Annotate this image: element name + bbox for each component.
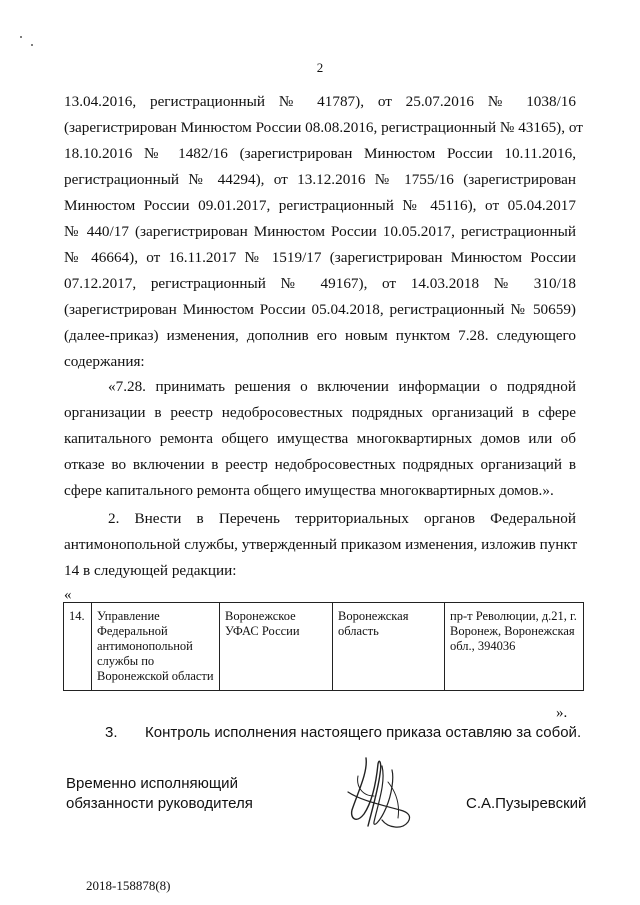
- document-number: 2018-158878(8): [86, 878, 171, 893]
- opening-quote: «: [64, 587, 72, 603]
- closing-quote: ».: [556, 705, 568, 721]
- text-line: № 46664), от 16.11.2017 № 1519/17 (зарегистрирован Минюстом России: [64, 249, 576, 266]
- table-cell-address: пр-т Революции, д.21, г. Воронеж, Воронежская обл., 394036: [445, 603, 584, 691]
- signature-position: [66, 774, 253, 814]
- text-line: сфере капитального ремонта общего имущества многоквартирных домов.».: [64, 482, 554, 499]
- territorial-office-table: [63, 602, 584, 691]
- item-3-text: Контроль исполнения настоящего приказа оставляю за собой.: [145, 724, 582, 741]
- table-cell-name: Управление Федеральной антимонопольной службы по Воронежской области: [92, 603, 220, 691]
- text-line: капитального ремонта общего имущества многоквартирных домов или об: [64, 430, 576, 447]
- item-3-number: 3.: [105, 724, 118, 741]
- text-line: регистрационный № 44294), от 13.12.2016 № 1755/16 (зарегистрирован: [64, 171, 576, 188]
- text-line: 13.04.2016, регистрационный № 41787), от 25.07.2016 № 1038/16: [64, 93, 576, 110]
- text-line: № 440/17 (зарегистрирован Минюстом России 10.05.2017, регистрационный: [64, 223, 576, 240]
- text-line: организации в реестр недобросовестных подрядных организаций в сфере: [64, 404, 576, 421]
- table-cell-number: 14.: [64, 603, 92, 691]
- scan-mark-icon: [18, 34, 42, 50]
- text-line: содержания:: [64, 353, 145, 370]
- position-line: Временно исполняющий: [66, 775, 238, 792]
- text-line: 2. Внести в Перечень территориальных органов Федеральной: [108, 510, 576, 527]
- text-line: Минюстом России 09.01.2017, регистрационный № 45116), от 05.04.2017: [64, 197, 576, 214]
- page-number: 2: [316, 60, 324, 75]
- text-line: 18.10.2016 № 1482/16 (зарегистрирован Минюстом России 10.11.2016,: [64, 145, 576, 162]
- text-line: антимонопольной службы, утвержденный приказом изменения, изложив пункт: [64, 536, 578, 553]
- text-line: «7.28. принимать решения о включении информации о подрядной: [108, 378, 576, 395]
- text-line: 07.12.2017, регистрационный № 49167), от 14.03.2018 № 310/18: [64, 275, 576, 292]
- signatory-name: С.А.Пузыревский: [466, 795, 587, 812]
- position-line: обязанности руководителя: [66, 795, 253, 812]
- table-cell-region: Воронежская область: [333, 603, 445, 691]
- text-line: (зарегистрирован Минюстом России 08.08.2016, регистрационный № 43165), от: [64, 119, 583, 136]
- handwritten-signature-icon: [338, 752, 418, 836]
- text-line: отказе во включении в реестр недобросовестных подрядных организаций в: [64, 456, 576, 473]
- text-line: (зарегистрирован Минюстом России 05.04.2018, регистрационный № 50659): [64, 301, 576, 318]
- table-row: [64, 603, 584, 691]
- text-line: 14 в следующей редакции:: [64, 562, 237, 579]
- text-line: (далее-приказ) изменения, дополнив его новым пунктом 7.28. следующего: [64, 327, 576, 344]
- table-cell-short-name: Воронежское УФАС России: [220, 603, 333, 691]
